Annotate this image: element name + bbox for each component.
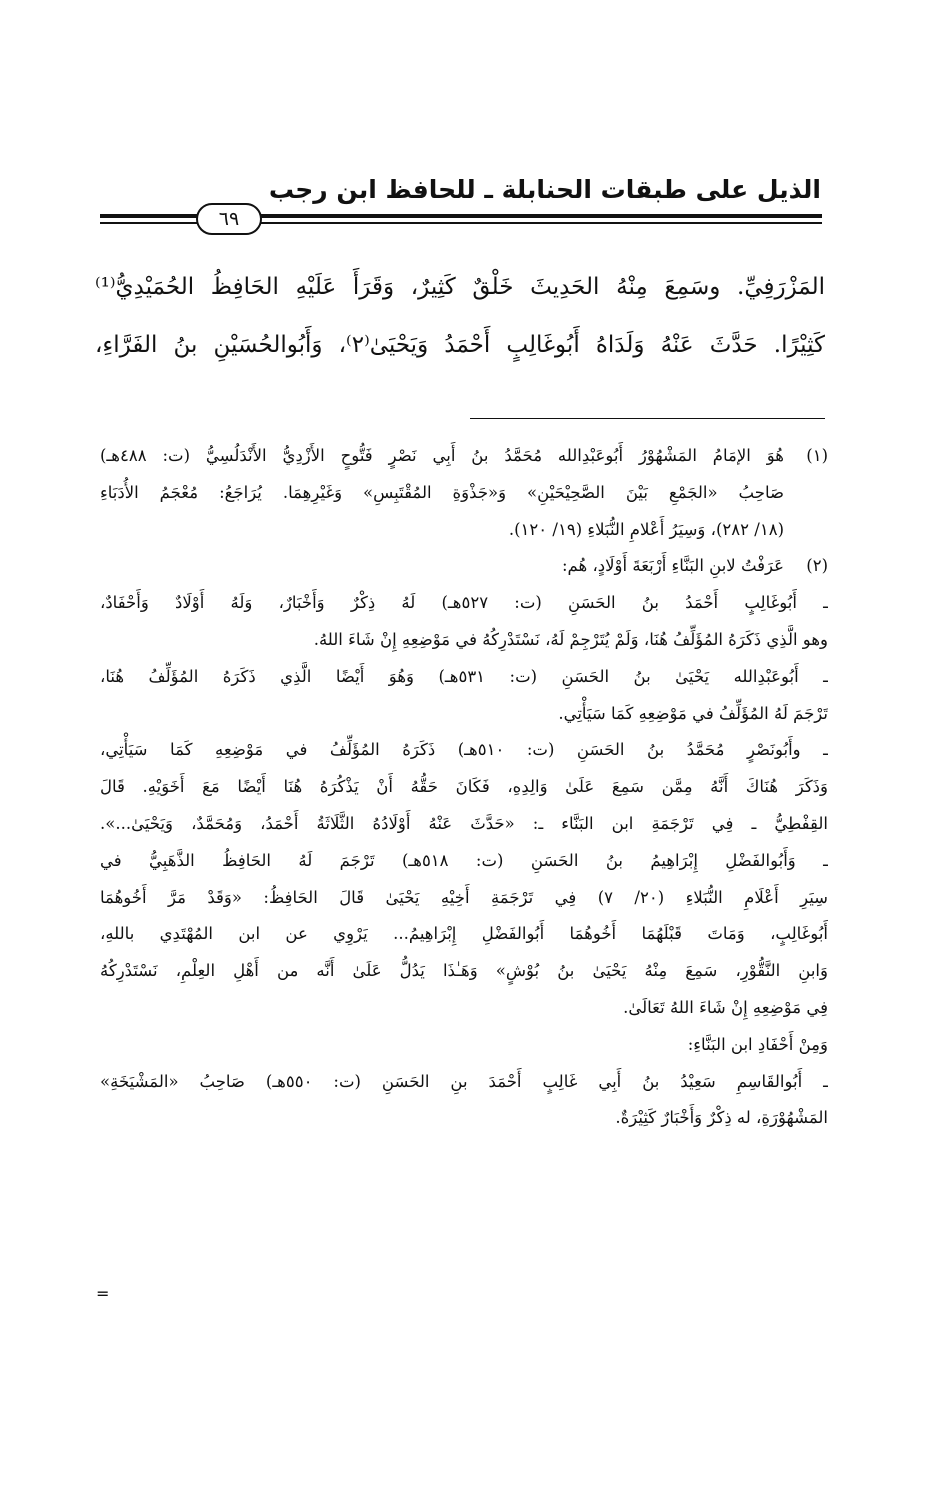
footnote-text: هُوَ الإمَامُ المَشْهُوْرُ أَبُوعَبْدِالله مُحَمَّدُ بنُ أَبِي نَصْرٍ فَتُّوحٍ الأَزْدِيُّ الأَنْدَلُسِيُّ (ت: ٤٨٨هـ) [100,446,784,465]
footnote-line: ـ أَبُوالقَاسِمِ سَعِيْدُ بنُ أَبِي غَالِبٍ أَحْمَدَ بنِ الحَسَنِ (ت: ٥٥٠هـ) صَاحِبُ «المَشْيَخَةِ» [100,1071,828,1091]
footnote-line: أَبُوغَالِبٍ، وَمَاتَ قَبْلَهُمَا أَخُوهُمَا أَبُوالفَضْلِ إِبْرَاهِيمُ... يَرْوِي عن ابن المُهْتَدِي باللهِ، [100,924,828,944]
page-number: ٦٩ [196,203,262,235]
footnote-line: ـ أَبُوغَالِبٍ أَحْمَدُ بنُ الحَسَنِ (ت: ٥٢٧هـ) لَهُ ذِكْرٌ وَأَخْبَارٌ، وَلَهُ أَوْلَادٌ وَأَحْفَادٌ، [100,593,828,613]
main-text-line: كَثِيْرًا. حَدَّثَ عَنْهُ وَلَدَاهُ أَبُوغَالِبٍ أَحْمَدُ وَيَحْيَىٰ⁽٢⁾، وَأَبُوالحُسَيْنِ بنُ الفَرَّاءِ، [95,332,825,358]
bottom-mark: = [96,1284,110,1303]
footnote-line: تَرْجَمَ لَهُ المُؤَلِّفُ في مَوْضِعِهِ كَمَا سَيَأْتِي. [558,703,828,723]
footnote-line [100,548,828,585]
footnote-line: وَمِنْ أَحْفَادِ ابن البَنَّاءِ: [687,1034,828,1054]
footnote-line: ـ أَبُوعَبْدِالله يَحْيَىٰ بنُ الحَسَنِ (ت: ٥٣١هـ) وَهُوَ أَيْضًا الَّذِي ذَكَرَهُ المُؤَلِّفُ هُنَا، [100,666,828,686]
running-title: الذيل على طبقات الحنابلة ـ للحافظ ابن رجب [268,175,821,204]
footnote-line: صَاحِبُ «الجَمْعِ بَيْنَ الصَّحِيْحَيْنِ» وَ«جَذْوَةِ المُقْتَبِسِ» وَغَيْرِهِمَا. يُرَاجَعُ: مُعْجَمُ الأُدَبَاءِ [100,482,784,502]
footnote-line: ـ وأَبُونَصْرٍ مُحَمَّدُ بنُ الحَسَنِ (ت: ٥١٠هـ) ذَكَرَهُ المُؤَلِّفُ في مَوْضِعِهِ كَمَا سَيَأْتِي، [100,740,828,760]
footnote-line: المَشْهُوْرَةِ، له ذِكْرٌ وَأَخْبَارٌ كَثِيْرَةٌ. [615,1108,828,1128]
footnote-line: سِيَرِ أَعْلَامِ النُّبَلاءِ (٢٠/ ٧) فِي تَرْجَمَةِ أَخِيْهِ يَحْيَىٰ قَالَ الحَافِظُ: «وَقَدْ مَرَّ أَخُوهُمَا [100,887,828,907]
footnote-number: (٢) [806,556,828,576]
footnote-text: عَرَفْتُ لابنِ البَنَّاءِ أَرْبَعَةَ أَوْلَادٍ، هُم: [561,556,784,576]
footnote-line: وهو الَّذِي ذَكَرَهُ المُؤَلِّفُ هُنَا، وَلَمْ يُتَرْجِمْ لَهُ، نَسْتَدْرِكُهُ في مَوْضِعِهِ إِنْ شَاءَ اللهُ. [313,629,828,649]
footnote-line: وَذَكَرَ هُنَاكَ أَنَّهُ مِمَّن سَمِعَ عَلَىٰ وَالِدِهِ، فَكَانَ حَقُّهُ أَنْ يَذْكُرَهُ هُنَا أَيْضًا مَعَ أَخَوَيْهِ. قَالَ [100,777,828,797]
footnotes [100,438,828,1137]
header-rule [100,203,822,233]
footnote-line [100,438,828,475]
main-text [95,258,825,374]
footnote-line: ـ وَأَبُوالفَضْلِ إِبْرَاهِيمُ بنُ الحَسَنِ (ت: ٥١٨هـ) تَرْجَمَ لَهُ الحَافِظُ الذَّهَبِيُّ في [100,850,828,870]
footnote-line: (١٨/ ٢٨٢)، وَسِيَرُ أَعْلامِ النُّبَلاءِ (١٩/ ١٢٠). [508,519,784,539]
footnote-line: فِي مَوْضِعِهِ إِنْ شَاءَ اللهُ تَعَالَىٰ. [623,997,828,1017]
main-text-line: المَزْرَفِيِّ. وسَمِعَ مِنْهُ الحَدِيثَ خَلْقٌ كَثِيرٌ، وَقَرَأَ عَلَيْهِ الحَافِظُ الحُمَيْدِيُّ⁽¹⁾ [95,274,825,300]
footnote-line: القِفْطِيُّ ـ فِي تَرْجَمَةِ ابن البَنَّاء ـ: «حَدَّثَ عَنْهُ أَوْلَادُهُ الثَّلَاثَةُ أَحْمَدُ، وَمُحَمَّدٌ، وَيَحْيَىٰ...». [100,813,828,833]
footnote-number: (١) [806,446,828,465]
footnote-separator [470,418,825,419]
footnote-line: وَابنِ النَّقُّوْرِ، سَمِعَ مِنْهُ يَحْيَىٰ بنُ بُوْشٍ» وَهَـٰذَا يَدُلُّ عَلَىٰ أَنَّه من أَهْلِ العِلْمِ، نَسْتَدْرِكُهُ [100,961,828,981]
